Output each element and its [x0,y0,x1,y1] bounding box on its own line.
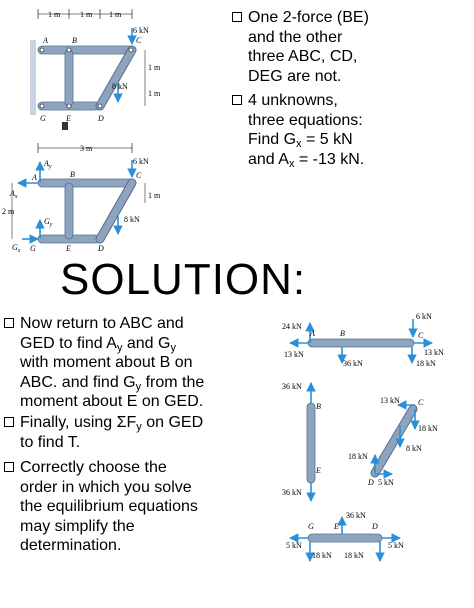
abc-36kn: 36 kN [343,359,363,368]
pt-B2: B [70,170,75,179]
b5-line: determination. [20,537,122,554]
cd-18kn-top: 18 kN [418,424,438,433]
dim-2: 1 m [80,10,93,19]
ged-D: D [372,522,378,531]
pt-D2: D [98,244,104,253]
ay-label: $A_y$ [44,159,52,170]
dim-3m: 3 m [80,144,93,153]
ged-18kn-l: 18 kN [312,551,332,560]
b3-line: with moment about B on [20,354,193,371]
abc-A: A [310,329,315,338]
cd-C: C [418,398,424,407]
cd-18kn-bot: 18 kN [348,452,368,461]
b4-line: Finally, using $\Sigma F_y$ on GED [20,414,204,433]
load-8kn-2: 8 kN [124,215,140,224]
abc-B: B [340,329,345,338]
pt-B: B [72,36,77,45]
b3-line: moment about E on GED. [20,393,204,410]
cd-8kn: 8 kN [406,444,422,453]
ax-label: $A_x$ [10,189,18,200]
ged-18kn-r: 18 kN [344,551,364,560]
abc-6kn: 6 kN [416,312,432,321]
abc-13kn-l: 13 kN [284,350,304,359]
checkbox-icon [4,318,14,328]
dim-1m-2: 1 m [148,191,161,200]
pt-G: G [40,114,46,123]
abc-24kn: 24 kN [282,322,302,331]
abc-13kn-r: 13 kN [424,348,444,357]
bullet-abc [4,314,244,412]
b1-line: One 2-force (BE) [248,9,369,26]
checkbox-icon [232,95,242,105]
load-8kn: 8 kN [112,82,128,91]
b2-line: 4 unknowns, [248,92,338,109]
be-36kn-bot: 36 kN [282,488,302,497]
pt-A: A [43,36,48,45]
abc-18kn: 18 kN [416,359,436,368]
find-ax: and $A_x = -13$ kN. [248,150,365,170]
ged-G: G [308,522,314,531]
b3-line: GED to find $A_y$ and $G_y$ [20,334,176,354]
checkbox-icon [4,462,14,472]
bullet-2force [232,8,472,86]
dim-3: 1 m [109,10,122,19]
ged-5kn-r: 5 kN [388,541,404,550]
abc-C: C [418,331,424,340]
be-E: E [316,466,321,475]
pt-E2: E [66,244,71,253]
cd-13kn: 13 kN [380,396,400,405]
bullet-order [4,458,244,556]
gy-label: $G_y$ [44,217,53,228]
checkbox-icon [4,417,14,427]
member-fbd-figure [270,305,470,605]
b1-line: DEG are not. [248,67,342,85]
load-6kn-2: 6 kN [133,157,149,166]
b4-line: to find T. [20,433,81,451]
b1-line: three ABC, CD, [248,48,358,65]
dim-2m: 2 m [2,207,15,216]
b2-line: three equations: [248,111,363,129]
checkbox-icon [232,12,242,22]
dim-1: 1 m [48,10,61,19]
pt-G2: G [30,244,36,253]
b3-line: Now return to ABC and [20,315,184,332]
frame-figure [0,0,200,130]
gx-label: $G_x$ [12,243,21,254]
be-B: B [316,402,321,411]
pt-D: D [98,114,104,123]
b1-line: and the other [248,28,343,46]
be-36kn-top: 36 kN [282,382,302,391]
dim-4: 1 m [148,63,161,72]
load-6kn: 6 kN [133,26,149,35]
pt-C: C [136,36,142,45]
b3-line: ABC. and find $G_y$ from the [20,373,205,393]
bullet-sumfy [4,413,244,452]
b5-line: may simplify the [20,517,135,535]
ged-5kn-l: 5 kN [286,541,302,550]
cd-D: D [368,478,374,487]
cd-5kn: 5 kN [378,478,394,487]
fbd-frame-figure [0,138,200,256]
b5-line: Correctly choose the [20,459,167,476]
pt-C2: C [136,171,142,180]
pt-A2: A [32,173,37,182]
dim-5: 1 m [148,89,161,98]
b5-line: order in which you solve [20,478,192,496]
ged-E: E [334,522,339,531]
find-gx: Find $G_x = 5$ kN [248,131,353,150]
ged-36kn: 36 kN [346,511,366,520]
bullet-unknowns [232,91,472,169]
page-title: SOLUTION: [60,255,307,304]
b5-line: the equilibrium equations [20,498,198,515]
pt-E: E [66,114,71,123]
